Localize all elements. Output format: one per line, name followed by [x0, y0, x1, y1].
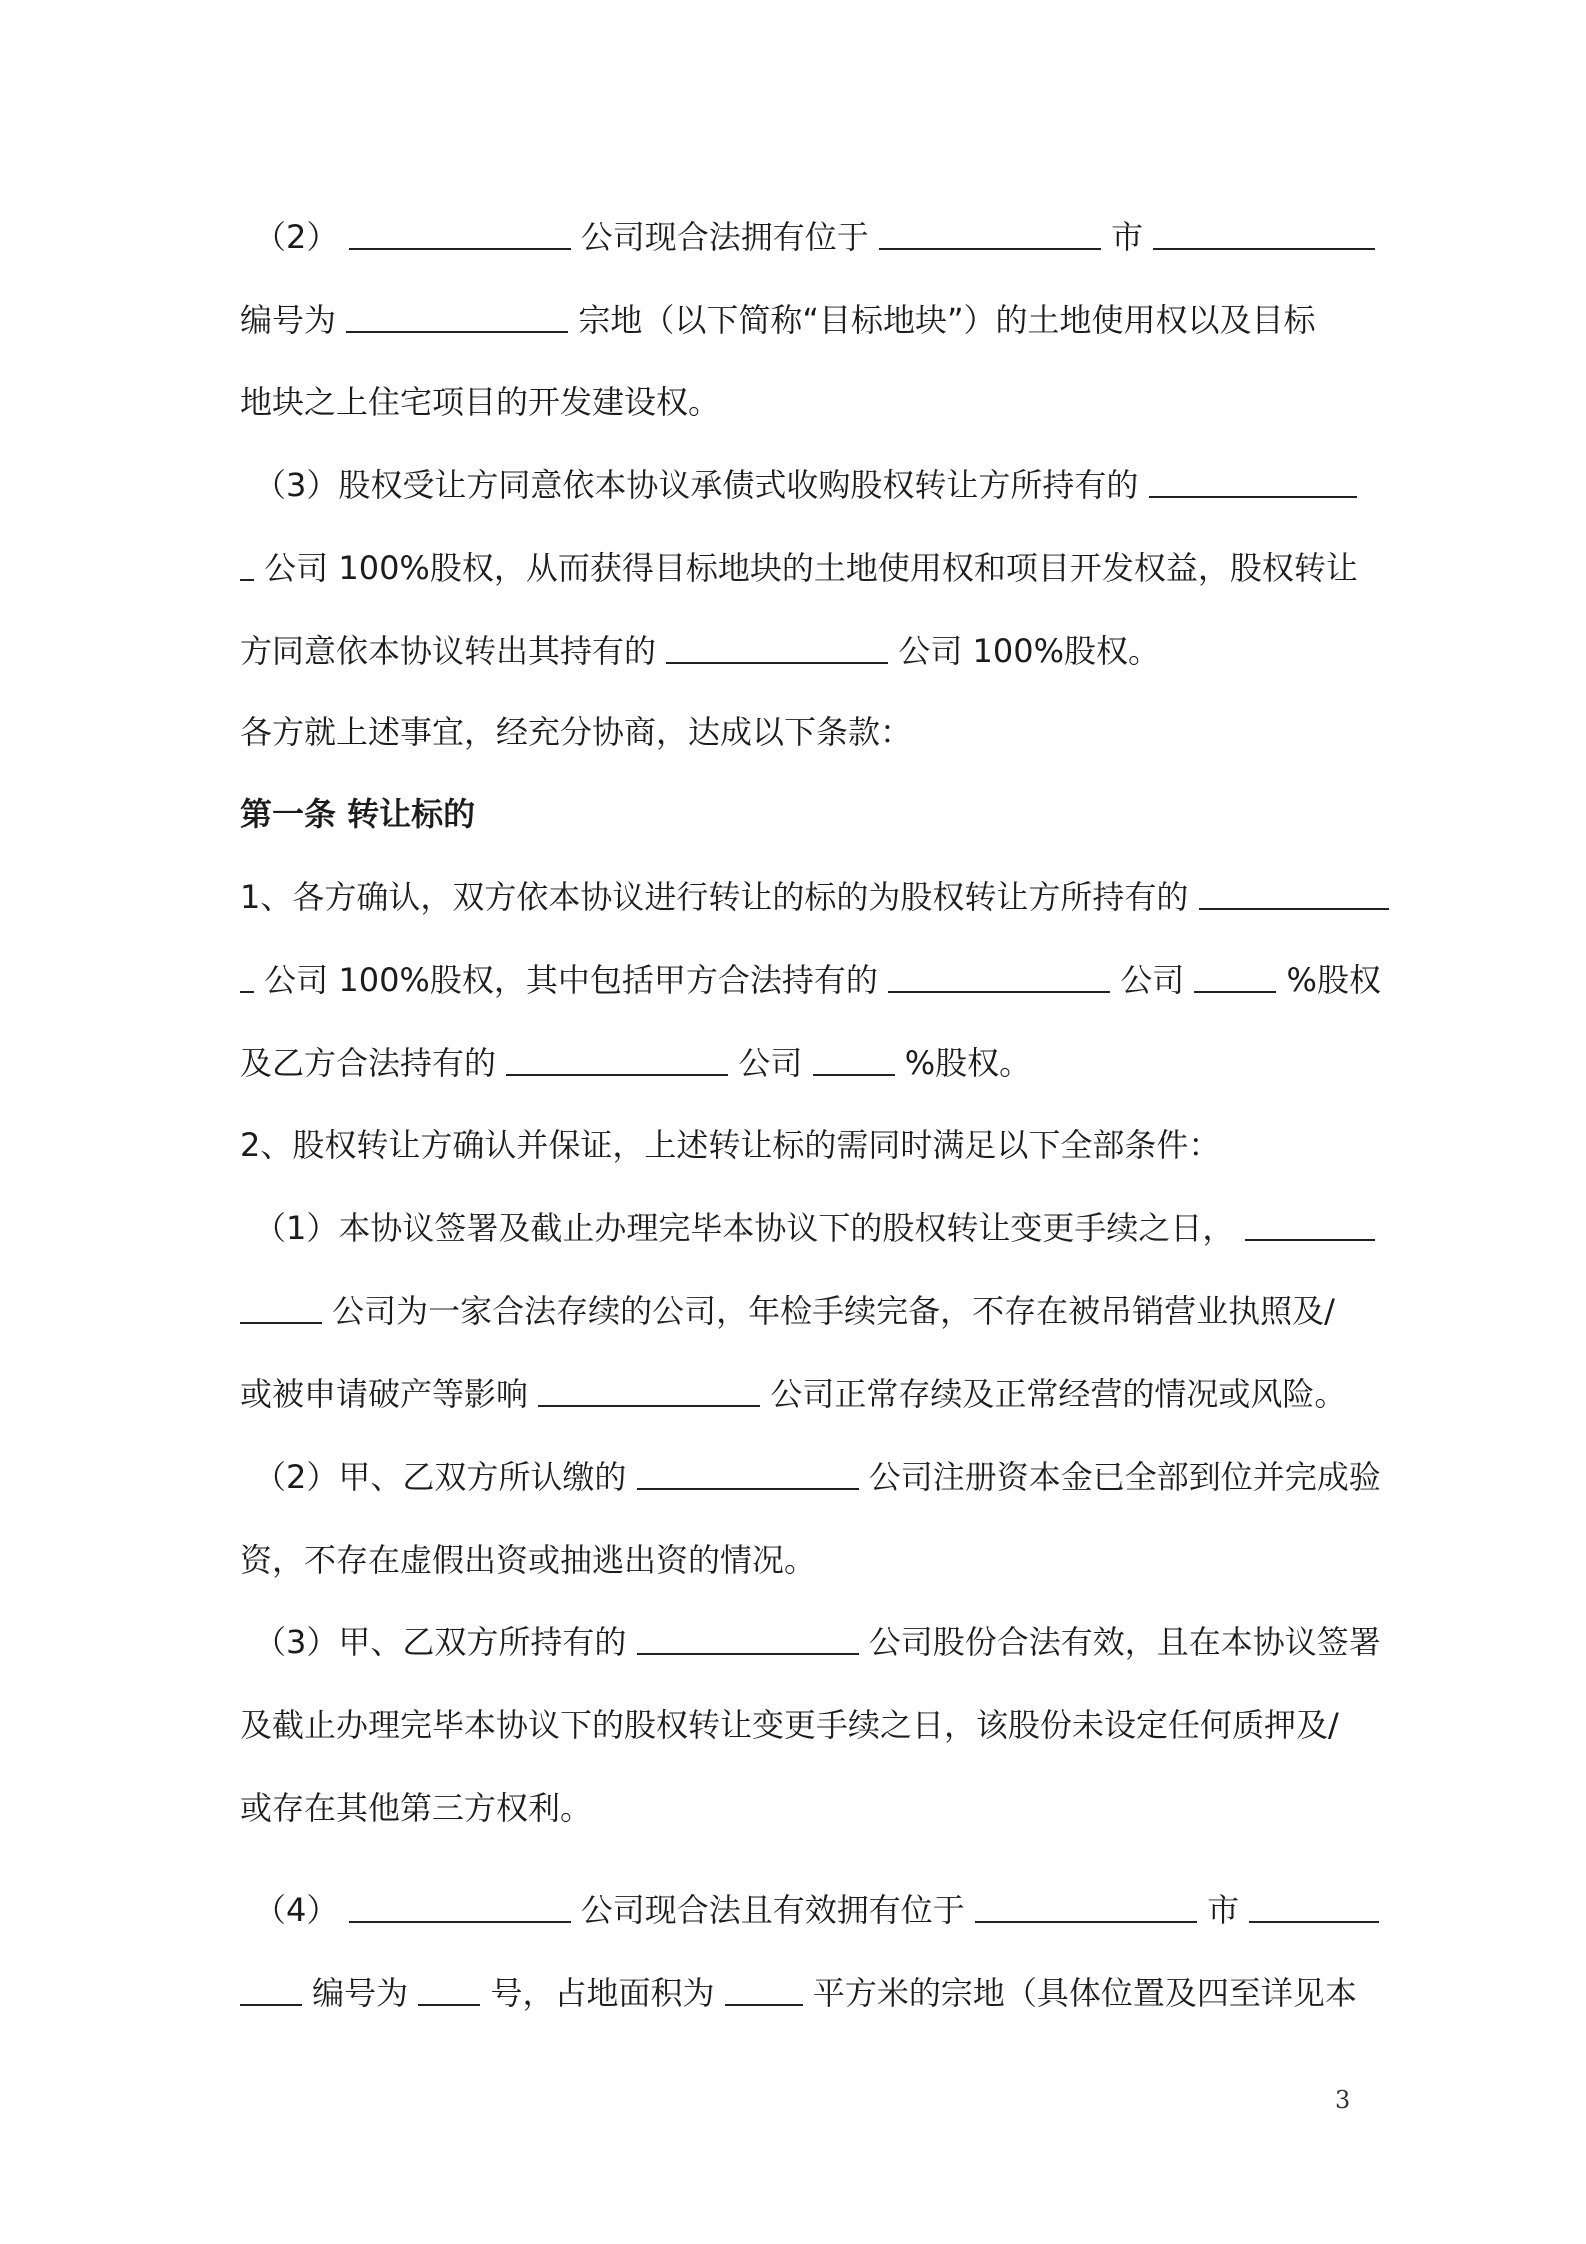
text-line: [254, 460, 1357, 510]
fill-blank[interactable]: [879, 212, 1101, 250]
text-segment: 公司正常存续及正常经营的情况或风险。: [770, 1375, 1347, 1413]
fill-blank[interactable]: [349, 212, 571, 250]
fill-blank[interactable]: [346, 295, 568, 333]
text-segment: 市: [1111, 218, 1144, 256]
text-line: [240, 955, 1381, 1005]
fill-blank[interactable]: [1194, 955, 1276, 993]
text-segment: 公司: [1120, 961, 1185, 999]
text-line: [254, 1885, 1379, 1935]
text-segment: （3）股权受让方同意依本协议承债式收购股权转让方所持有的: [254, 466, 1139, 504]
text-segment: 公司股份合法有效，且在本协议签署: [868, 1623, 1381, 1661]
text-line: [254, 1452, 1381, 1502]
fill-blank[interactable]: [813, 1038, 895, 1076]
text-line: [240, 1369, 1346, 1419]
section-heading: [240, 789, 475, 839]
text-segment: 编号为: [240, 301, 337, 339]
fill-blank[interactable]: [888, 955, 1110, 993]
text-line: [254, 1203, 1375, 1253]
fill-blank[interactable]: [349, 1885, 571, 1923]
text-line: [240, 543, 1358, 593]
text-line: [240, 1120, 1220, 1170]
fill-blank[interactable]: [725, 1968, 803, 2006]
text-segment: （2）甲、乙双方所认缴的: [254, 1458, 627, 1496]
text-segment: 地块之上住宅项目的开发建设权。: [240, 383, 721, 421]
text-segment: 宗地（以下简称“目标地块”）的土地使用权以及目标: [578, 301, 1316, 339]
text-segment: 及乙方合法持有的: [240, 1044, 497, 1082]
fill-blank[interactable]: [1149, 460, 1357, 498]
fill-blank[interactable]: [240, 1286, 322, 1324]
text-segment: 号，占地面积为: [490, 1974, 715, 2012]
text-segment: 公司为一家合法存续的公司，年检手续完备，不存在被吊销营业执照及/: [332, 1292, 1335, 1330]
text-line: [240, 1286, 1335, 1336]
text-line: [254, 212, 1375, 262]
text-segment: 或存在其他第三方权利。: [240, 1789, 593, 1827]
text-segment: 公司 100%股权。: [898, 632, 1161, 670]
fill-blank[interactable]: [1245, 1203, 1375, 1241]
page-number: 3: [1335, 2086, 1351, 2114]
text-line: [254, 1617, 1381, 1667]
text-line: [240, 1535, 816, 1585]
text-segment: 方同意依本协议转出其持有的: [240, 632, 657, 670]
fill-blank[interactable]: [240, 955, 254, 993]
text-segment: 及截止办理完毕本协议下的股权转让变更手续之日，该股份未设定任何质押及/: [240, 1706, 1339, 1744]
text-segment: 平方米的宗地（具体位置及四至详见本: [812, 1974, 1357, 2012]
text-line: [240, 626, 1160, 676]
text-line: [240, 377, 720, 427]
text-segment: %股权: [1286, 961, 1381, 999]
fill-blank[interactable]: [1153, 212, 1375, 250]
fill-blank[interactable]: [975, 1885, 1197, 1923]
text-segment: 资，不存在虚假出资或抽逃出资的情况。: [240, 1541, 817, 1579]
fill-blank[interactable]: [637, 1452, 859, 1490]
text-segment: 公司 100%股权，从而获得目标地块的土地使用权和项目开发权益，股权转让: [264, 549, 1358, 587]
fill-blank[interactable]: [240, 1968, 302, 2006]
text-line: [240, 1700, 1339, 1750]
text-line: [240, 1783, 592, 1833]
text-line: [240, 295, 1316, 345]
fill-blank[interactable]: [1249, 1885, 1379, 1923]
fill-blank[interactable]: [538, 1369, 760, 1407]
text-line: [240, 872, 1389, 922]
text-segment: 公司现合法拥有位于: [580, 218, 869, 256]
text-segment: 2、股权转让方确认并保证，上述转让标的需同时满足以下全部条件：: [240, 1126, 1221, 1164]
text-segment: 公司现合法且有效拥有位于: [580, 1891, 965, 1929]
text-segment: （4）: [254, 1891, 339, 1929]
text-segment: 或被申请破产等影响: [240, 1375, 529, 1413]
text-segment: 1、各方确认，双方依本协议进行转让的标的为股权转让方所持有的: [240, 878, 1189, 916]
text-segment: （2）: [254, 218, 339, 256]
fill-blank[interactable]: [418, 1968, 480, 2006]
text-segment: （3）甲、乙双方所持有的: [254, 1623, 627, 1661]
fill-blank[interactable]: [1199, 872, 1389, 910]
text-segment: %股权。: [904, 1044, 1032, 1082]
fill-blank[interactable]: [506, 1038, 728, 1076]
fill-blank[interactable]: [666, 626, 888, 664]
text-line: [240, 707, 912, 757]
text-segment: 公司注册资本金已全部到位并完成验: [868, 1458, 1381, 1496]
text-line: [240, 1038, 1031, 1088]
text-segment: 各方就上述事宜，经充分协商，达成以下条款：: [240, 713, 913, 751]
text-segment: 市: [1207, 1891, 1240, 1929]
text-segment: 第一条 转让标的: [240, 795, 476, 833]
fill-blank[interactable]: [637, 1617, 859, 1655]
text-line: [240, 1968, 1357, 2018]
text-segment: 编号为: [312, 1974, 409, 2012]
text-segment: 公司 100%股权，其中包括甲方合法持有的: [264, 961, 878, 999]
fill-blank[interactable]: [240, 543, 254, 581]
text-segment: （1）本协议签署及截止办理完毕本协议下的股权转让变更手续之日，: [254, 1209, 1235, 1247]
text-segment: 公司: [738, 1044, 803, 1082]
